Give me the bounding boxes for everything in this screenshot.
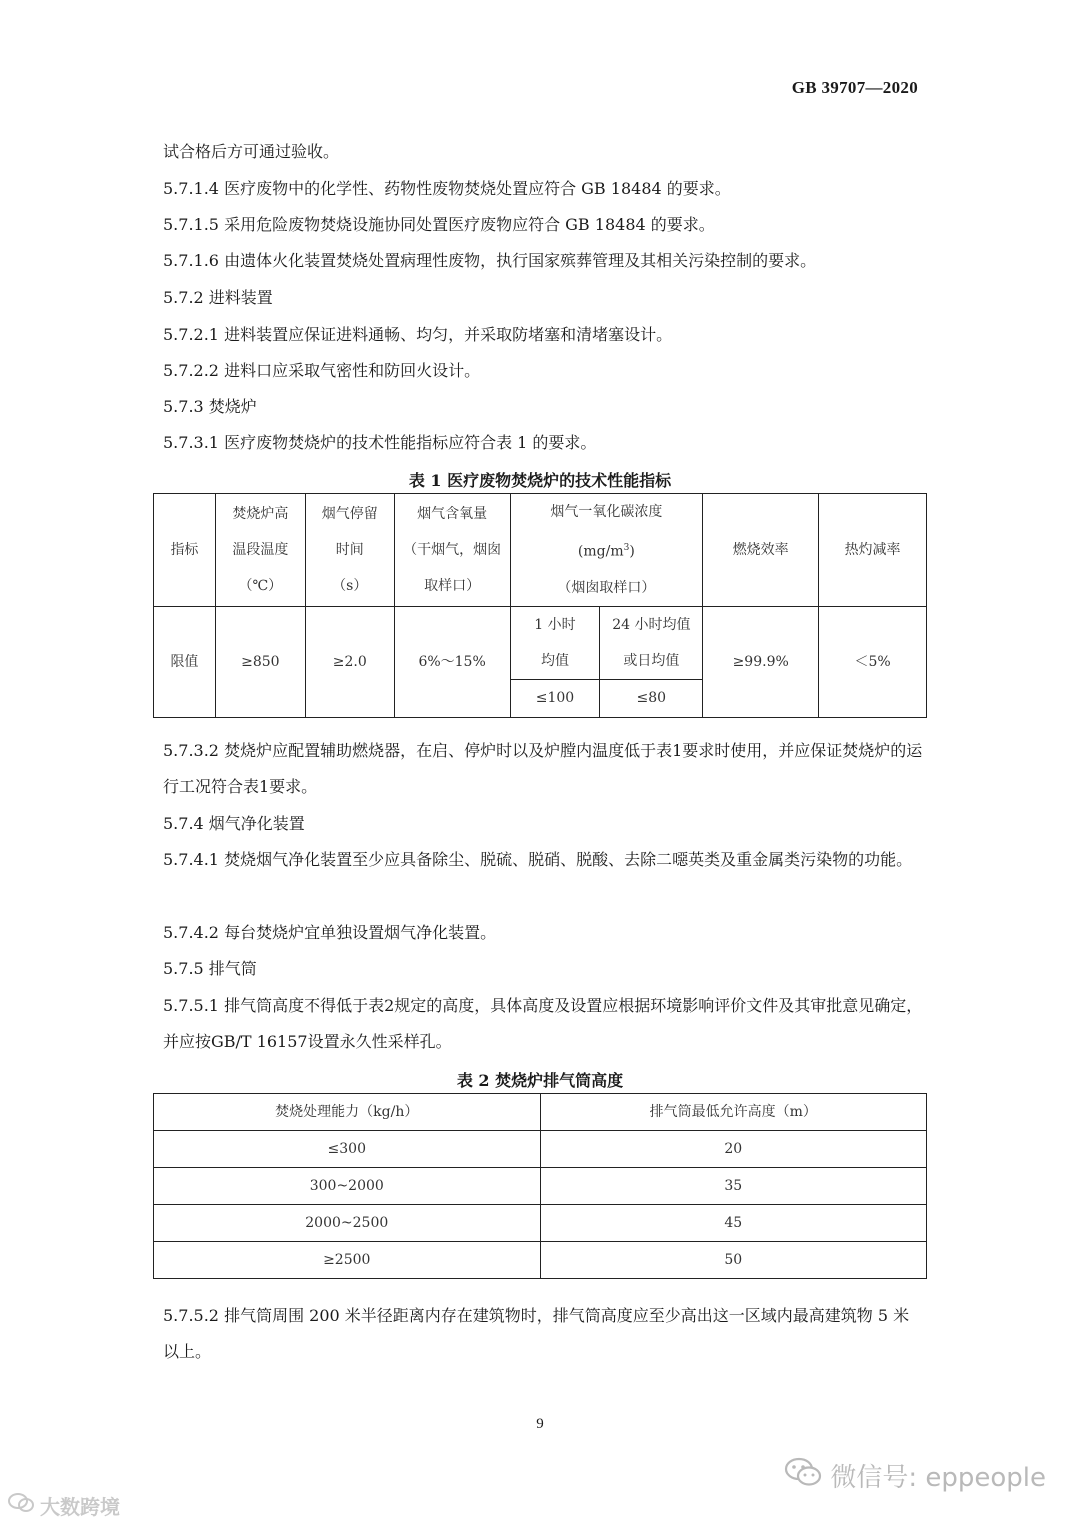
chat-bubble-icon xyxy=(8,1492,34,1519)
height-cell: 20 xyxy=(540,1131,926,1168)
table-row xyxy=(154,1242,927,1279)
clause-5-7-3-1: 5.7.3.1 医疗废物焚烧炉的技术性能指标应符合表 1 的要求。 xyxy=(163,433,597,452)
watermark-right-text: 微信号: eppeople xyxy=(830,1463,1046,1493)
performance-table xyxy=(153,493,927,718)
value-co-24h: ≤80 xyxy=(600,679,703,717)
header-ignition-loss: 热灼减率 xyxy=(819,494,927,607)
table1-caption: 表 1 医疗废物焚烧炉的技术性能指标 xyxy=(408,471,672,490)
section-heading-5-7-2: 5.7.2 进料装置 xyxy=(163,288,273,307)
clause-5-7-4-1: 5.7.4.1 焚烧烟气净化装置至少应具备除尘、脱硫、脱硝、脱酸、去除二噁英类及重金属类污染物的功能。 xyxy=(163,850,913,869)
header-min-height: 排气筒最低允许高度（m） xyxy=(540,1094,926,1131)
clause-5-7-2-1: 5.7.2.1 进料装置应保证进料通畅、均匀，并采取防堵塞和清堵塞设计。 xyxy=(163,325,673,344)
capacity-cell: 300~2000 xyxy=(154,1168,541,1205)
clause-5-7-1-4: 5.7.1.4 医疗废物中的化学性、药物性废物焚烧处置应符合 GB 18484 的要求。 xyxy=(163,179,731,198)
row-label: 限值 xyxy=(154,606,216,717)
watermark-left xyxy=(8,1491,120,1520)
header-residence-time: 烟气停留 时间 （s） xyxy=(305,494,394,607)
section-heading-5-7-4: 5.7.4 烟气净化装置 xyxy=(163,814,305,833)
table-row xyxy=(154,606,927,679)
header-oxygen: 烟气含氧量 （干烟气，烟囱 取样口） xyxy=(394,494,510,607)
value-ignition-loss: ＜5% xyxy=(819,606,927,717)
clause-5-7-5-1: 5.7.5.1 排气筒高度不得低于表2规定的高度，具体高度及设置应根据环境影响评价文件及其审批意见确定，并应按GB/T 16157设置永久性采样孔。 xyxy=(163,996,923,1051)
co-1h-label: 1 小时 均值 xyxy=(510,606,600,679)
table-row xyxy=(154,1131,927,1168)
paragraph: 试合格后方可通过验收。 xyxy=(163,142,340,161)
value-temperature: ≥850 xyxy=(215,606,305,717)
header-combustion-efficiency: 燃烧效率 xyxy=(703,494,819,607)
table-header-row xyxy=(154,1094,927,1131)
clause-5-7-5-2: 5.7.5.2 排气筒周围 200 米半径距离内存在建筑物时，排气筒高度应至少高出这一区域内最高建筑物 5 米以上。 xyxy=(163,1306,910,1361)
table-row xyxy=(154,1168,927,1205)
value-residence-time: ≥2.0 xyxy=(305,606,394,717)
header-capacity: 焚烧处理能力（kg/h） xyxy=(154,1094,541,1131)
co-24h-label: 24 小时均值 或日均值 xyxy=(600,606,703,679)
height-cell: 45 xyxy=(540,1205,926,1242)
height-cell: 35 xyxy=(540,1168,926,1205)
wechat-icon xyxy=(784,1456,822,1495)
header-co-concentration: 烟气一氧化碳浓度 $(mg/m^3)$ （烟囱取样口） xyxy=(510,494,703,607)
table2-caption: 表 2 焚烧炉排气筒高度 xyxy=(456,1071,624,1090)
capacity-cell: ≤300 xyxy=(154,1131,541,1168)
stack-height-table xyxy=(153,1093,927,1279)
value-combustion-efficiency: ≥99.9% xyxy=(703,606,819,717)
table-header-row xyxy=(154,494,927,607)
clause-5-7-1-6: 5.7.1.6 由遗体火化装置焚烧处置病理性废物，执行国家殡葬管理及其相关污染控制的要求。 xyxy=(163,251,817,270)
section-heading-5-7-3: 5.7.3 焚烧炉 xyxy=(163,397,257,416)
clause-5-7-4-2: 5.7.4.2 每台焚烧炉宜单独设置烟气净化装置。 xyxy=(163,923,497,942)
value-oxygen: 6%～15% xyxy=(394,606,510,717)
capacity-cell: ≥2500 xyxy=(154,1242,541,1279)
table-row xyxy=(154,1205,927,1242)
clause-5-7-3-2: 5.7.3.2 焚烧炉应配置辅助燃烧器，在启、停炉时以及炉膛内温度低于表1要求时使用，并应保证焚烧炉的运行工况符合表1要求。 xyxy=(163,741,923,796)
clause-5-7-1-5: 5.7.1.5 采用危险废物焚烧设施协同处置医疗废物应符合 GB 18484 的要求。 xyxy=(163,215,715,234)
page-number: 9 xyxy=(536,1416,544,1432)
standard-code: GB 39707—2020 xyxy=(791,78,918,97)
capacity-cell: 2000~2500 xyxy=(154,1205,541,1242)
clause-5-7-2-2: 5.7.2.2 进料口应采取气密性和防回火设计。 xyxy=(163,361,481,380)
watermark-right xyxy=(784,1456,1046,1495)
watermark-left-text: 大数跨境 xyxy=(40,1495,120,1519)
height-cell: 50 xyxy=(540,1242,926,1279)
section-heading-5-7-5: 5.7.5 排气筒 xyxy=(163,959,257,978)
value-co-1h: ≤100 xyxy=(510,679,600,717)
header-temperature: 焚烧炉高 温段温度 （℃） xyxy=(215,494,305,607)
header-indicator: 指标 xyxy=(154,494,216,607)
